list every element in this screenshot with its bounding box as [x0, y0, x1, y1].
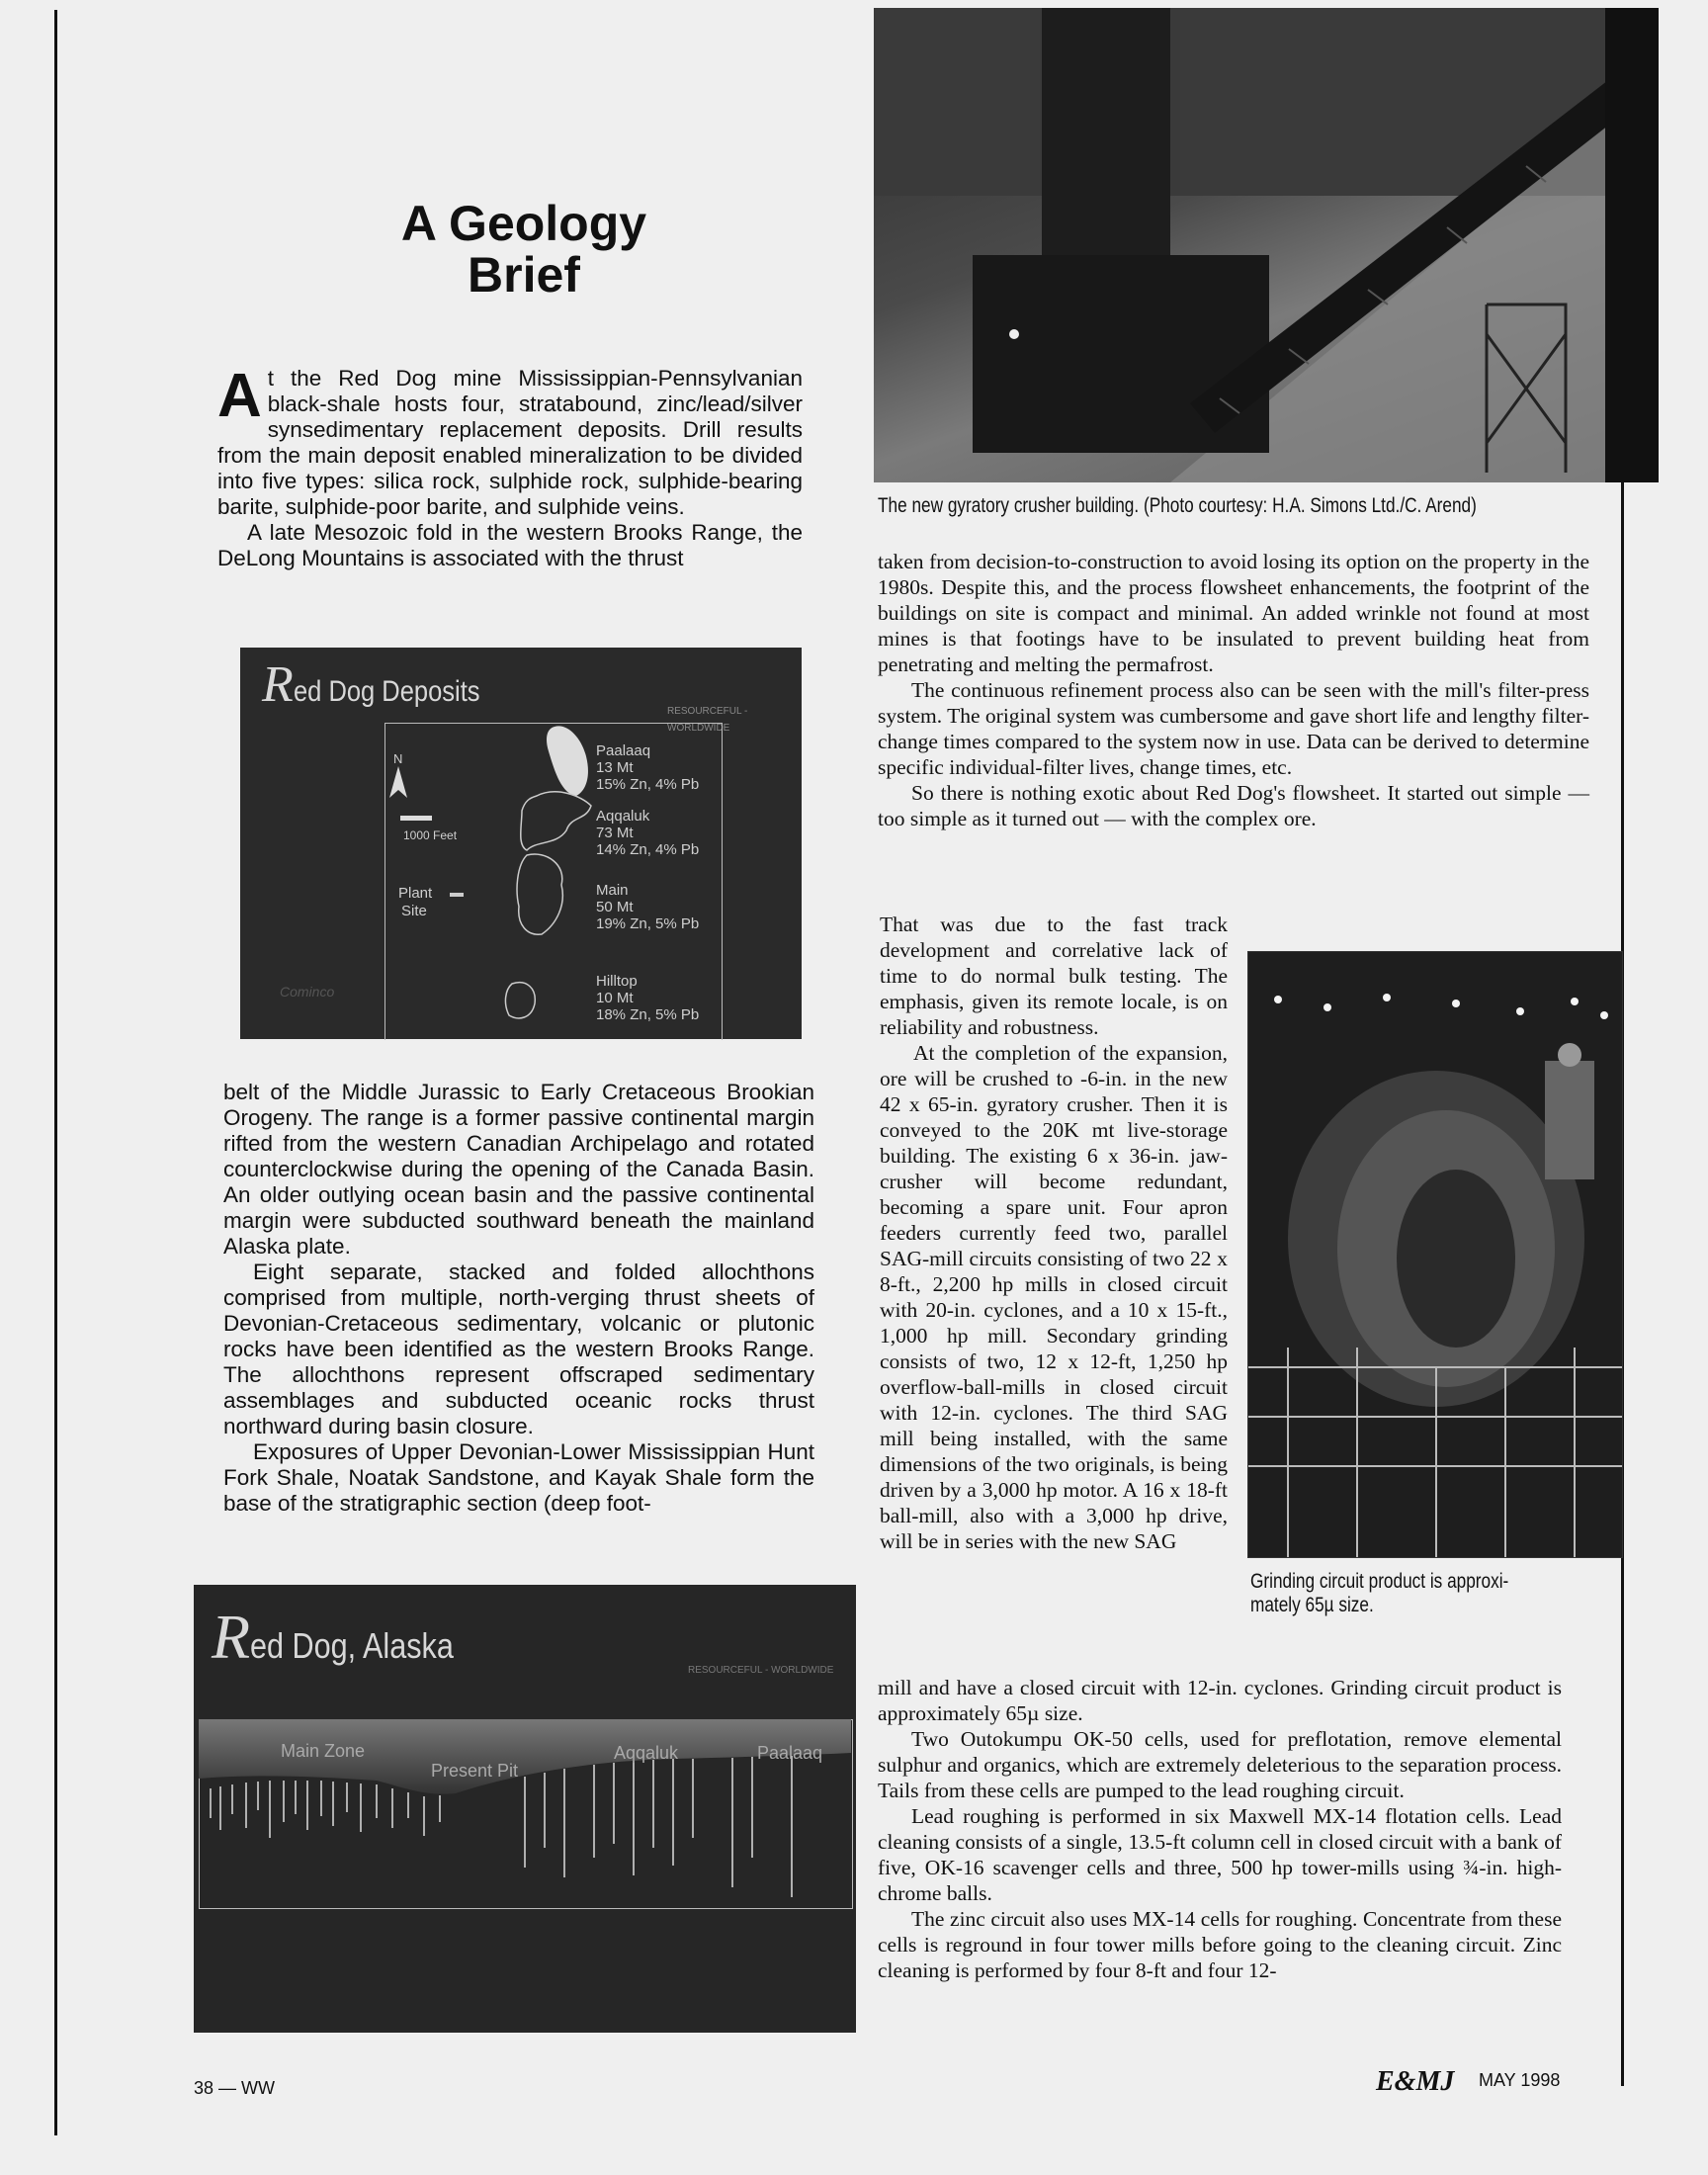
- deposit-main: Main 50 Mt 19% Zn, 5% Pb: [596, 882, 700, 932]
- left-column-top: [217, 362, 803, 571]
- right-column-bottom: [878, 1675, 1562, 1983]
- deposit-aqqaluk: Aqqaluk 73 Mt 14% Zn, 4% Pb: [596, 808, 700, 858]
- intro-paragraph: At the Red Dog mine Mississippian-Pennsylvanian black-shale hosts four, stratabound, zinc/lead/silver synsedimentary replacement deposits. Drill results from the main deposit enabled mineralization to be divided into five types: silica rock, sulphide rock, sulphide-bearing barite, sulphide-poor barite, and sulphide veins.: [217, 362, 803, 519]
- page-number: 38 — WW: [194, 2078, 276, 2098]
- paragraph-allochthons: Eight separate, stacked and folded allochthons comprised from multiple, north-verging thrust sheets of Devonian-Cretaceous sedimentary, volcanic or plutonic rocks have been identified as the western Brooks Range. The allochthons represent offscraped sedimentary assemblages and subducted oceanic rocks thrust northward during basin closure.: [223, 1260, 814, 1438]
- label-main-zone: Main Zone: [281, 1741, 366, 1761]
- left-margin-rule: [54, 10, 57, 2135]
- plant-site-label-1: Plant: [398, 885, 433, 902]
- deposits-map: [240, 648, 802, 1039]
- issue-date: MAY 1998: [1479, 2070, 1561, 2090]
- paragraph-fold: A late Mesozoic fold in the western Brooks Range, the DeLong Mountains is associated with the thrust: [217, 520, 803, 570]
- grinding-photo-caption: Grinding circuit product is approxi- mately 65µ size.: [1250, 1570, 1509, 1616]
- paragraph-expansion: At the completion of the expansion, ore will be crushed to -6-in. in the new 42 x 65-in. gyratory crusher. Then it is conveyed to the 20K mt live-storage building. The existing 6 x 36-in. jaw-crusher will become redundant, becoming a spare unit. Four apron feeders currently feed two, parallel SAG-mill circuits consisting of two 22 x 8-ft., 2,200 hp mills in closed circuit with 20-in. cyclones, and a 10 x 15-ft., 1,000 hp mill. Secondary grinding consists of two, 12 x 12-ft, 1,250 hp overflow-ball-mills in closed circuit with 12-in. cyclones. The third SAG mill being installed, with the same dimensions of the two originals, is being driven by a 3,000 hp motor. A 16 x 18-ft ball-mill, also with a 3,000 hp drive, will be in series with the new SAG: [880, 1041, 1228, 1553]
- title-line-1: A Geology: [400, 196, 647, 251]
- deposit-hilltop: Hilltop 10 Mt 18% Zn, 5% Pb: [596, 973, 700, 1023]
- label-paalaaq: Paalaaq: [757, 1743, 823, 1763]
- deposits-map-title: Red Dog Deposits: [262, 656, 480, 713]
- right-column-narrow: [880, 912, 1228, 1554]
- cominco-logo: Cominco: [280, 984, 335, 1000]
- emj-logo: E&MJ: [1376, 2066, 1455, 2097]
- paragraph-zinc-circuit: The zinc circuit also uses MX-14 cells for roughing. Concentrate from these cells is reground in four tower mills before going to the cleaning circuit. Zinc cleaning is performed by four 8-ft and four 12-: [878, 1907, 1562, 1982]
- crusher-building-photo: [874, 8, 1659, 482]
- label-aqqaluk: Aqqaluk: [614, 1743, 679, 1763]
- paragraph-footprint: taken from decision-to-construction to avoid losing its option on the property in the 1980s. Despite this, and the process flowsheet enhancements, the footprint of the buildings on site is compact and minimal. An added wrinkle not found at most mines is that footings have to be insulated to prevent building heat from penetrating and melting the permafrost.: [878, 550, 1589, 676]
- scale-label: 1000 Feet: [403, 828, 458, 842]
- grinding-circuit-photo: [1247, 951, 1623, 1558]
- title-line-2: Brief: [468, 247, 580, 303]
- paragraph-exposures: Exposures of Upper Devonian-Lower Mississippian Hunt Fork Shale, Noatak Sandstone, and Kayak Shale form the base of the stratigraphic section (deep foot-: [223, 1439, 814, 1516]
- section-map-credit: RESOURCEFUL - WORLDWIDE: [688, 1665, 834, 1676]
- paragraph-fast-track: That was due to the fast track development and correlative lack of time to do normal bulk testing. The emphasis, given its remote locale, is on reliability and robustness.: [880, 913, 1228, 1039]
- label-present-pit: Present Pit: [431, 1761, 519, 1781]
- plant-site-label-2: Site: [401, 903, 427, 919]
- paragraph-orogeny: belt of the Middle Jurassic to Early Cretaceous Brookian Orogeny. The range is a former passive continental margin rifted from the western Canadian Archipelago and rotated counterclockwise during the opening of the Canada Basin. An older outlying ocean basin and the passive continental margin were subducted southward beneath the mainland Alaska plate.: [223, 1080, 814, 1259]
- orebody-outlines: [240, 648, 802, 1039]
- paragraph-lead-roughing: Lead roughing is performed in six Maxwell MX-14 flotation cells. Lead cleaning consists of a single, 13.5-ft column cell in closed circuit with a bank of five, OK-16 scavenger cells and three, 500 hp tower-mills using ¾-in. high-chrome balls.: [878, 1804, 1562, 1905]
- paragraph-grinding-product: mill and have a closed circuit with 12-in. cyclones. Grinding circuit product is approximately 65µ size.: [878, 1676, 1562, 1725]
- drop-cap: A: [217, 362, 262, 430]
- paragraph-preflotation: Two Outokumpu OK-50 cells, used for preflotation, remove elemental sulphur and organics, which are extremely deleterious to the separation process. Tails from these cells are pumped to the lead roughing circuit.: [878, 1727, 1562, 1802]
- right-column-top: [878, 549, 1589, 831]
- section-map-title: Red Dog, Alaska: [212, 1602, 454, 1672]
- article-title: [326, 198, 722, 301]
- grinding-photo-illustration: [1248, 952, 1622, 1557]
- left-column-bottom: [223, 1080, 814, 1517]
- crusher-photo-illustration: [874, 8, 1659, 482]
- deposits-map-credit: RESOURCEFUL - WORLDWIDE: [667, 706, 748, 734]
- paragraph-filter-press: The continuous refinement process also can be seen with the mill's filter-press system. The original system was cumbersome and gave short life and lengthy filter-change times compared to the system now in use. Data can be derived to determine specific individual-filter lives, change times, etc.: [878, 678, 1589, 779]
- section-map: [194, 1585, 856, 2033]
- deposit-paalaaq: Paalaaq 13 Mt 15% Zn, 4% Pb: [596, 742, 700, 793]
- crusher-photo-caption: The new gyratory crusher building. (Photo courtesy: H.A. Simons Ltd./C. Arend): [878, 494, 1477, 517]
- paragraph-flowsheet: So there is nothing exotic about Red Dog's flowsheet. It started out simple — too simple as it turned out — with the complex ore.: [878, 781, 1589, 830]
- north-arrow-label: N: [393, 751, 403, 766]
